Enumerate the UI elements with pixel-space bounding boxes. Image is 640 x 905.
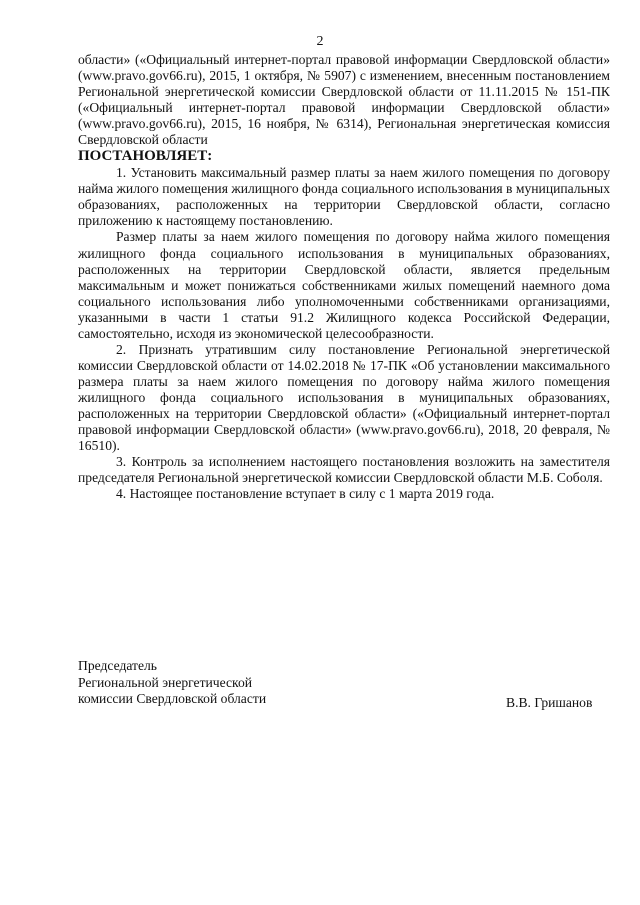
resolution-heading: ПОСТАНОВЛЯЕТ:	[78, 148, 213, 165]
page-number: 2	[316, 34, 324, 49]
document-body	[78, 52, 610, 502]
paragraph-2: 2. Признать утратившим силу постановление Региональной энергетической комиссии Свердловской области от 14.02.2018 № 17-ПК «Об установлении максимального размера платы за наем жилого помещения по договору найма жилого помещения жилищного фонда социального использования в муниципальных образованиях, расположенных на территории Свердловской области» («Официальный интернет-портал правовой информации Свердловской области» (www.pravo.gov66.ru), 2018, 20 февраля, № 16510).	[78, 341, 610, 454]
preamble-paragraph: области» («Официальный интернет-портал правовой информации Свердловской области» (www.pravo.gov66.ru), 2015, 1 октября, № 5907) с изменением, внесенным постановлением Региональной энергетической комиссии Свердловской области от 11.11.2015 № 151-ПК («Официальный интернет-портал правовой информации Свердловской области» (www.pravo.gov66.ru), 2015, 16 ноября, № 6314), Региональная энергетическая комиссия Свердловской области	[78, 52, 610, 148]
paragraph-1: 1. Установить максимальный размер платы за наем жилого помещения по договору найма жилого помещения жилищного фонда социального использования в муниципальных образованиях, расположенных на территории Свердловской области, согласно приложению к настоящему постановлению.	[78, 165, 610, 229]
paragraph-4: 4. Настоящее постановление вступает в силу с 1 марта 2019 года.	[116, 486, 495, 502]
signer-name: В.В. Гришанов	[506, 695, 593, 710]
signer-title-line: комиссии Свердловской области	[78, 691, 267, 706]
signer-title-line: Региональной энергетической	[78, 674, 253, 690]
signature-block	[78, 658, 266, 708]
paragraph-rent-limit: Размер платы за наем жилого помещения по договору найма жилого помещения жилищного фонда социального использования в муниципальных образованиях, расположенных на территории Свердловской области, является предельным максимальным и может понижаться собственниками жилых помещений наемного дома социального использования либо уполномоченными собственниками организациями, указанными в части 1 статьи 91.2 Жилищного кодекса Российской Федерации, самостоятельно, исходя из экономической целесообразности.	[78, 229, 610, 341]
paragraph-3: 3. Контроль за исполнением настоящего постановления возложить на заместителя председателя Региональной энергетической комиссии Свердловской области М.Б. Соболя.	[78, 454, 610, 486]
signer-title-line: Председатель	[78, 658, 157, 673]
